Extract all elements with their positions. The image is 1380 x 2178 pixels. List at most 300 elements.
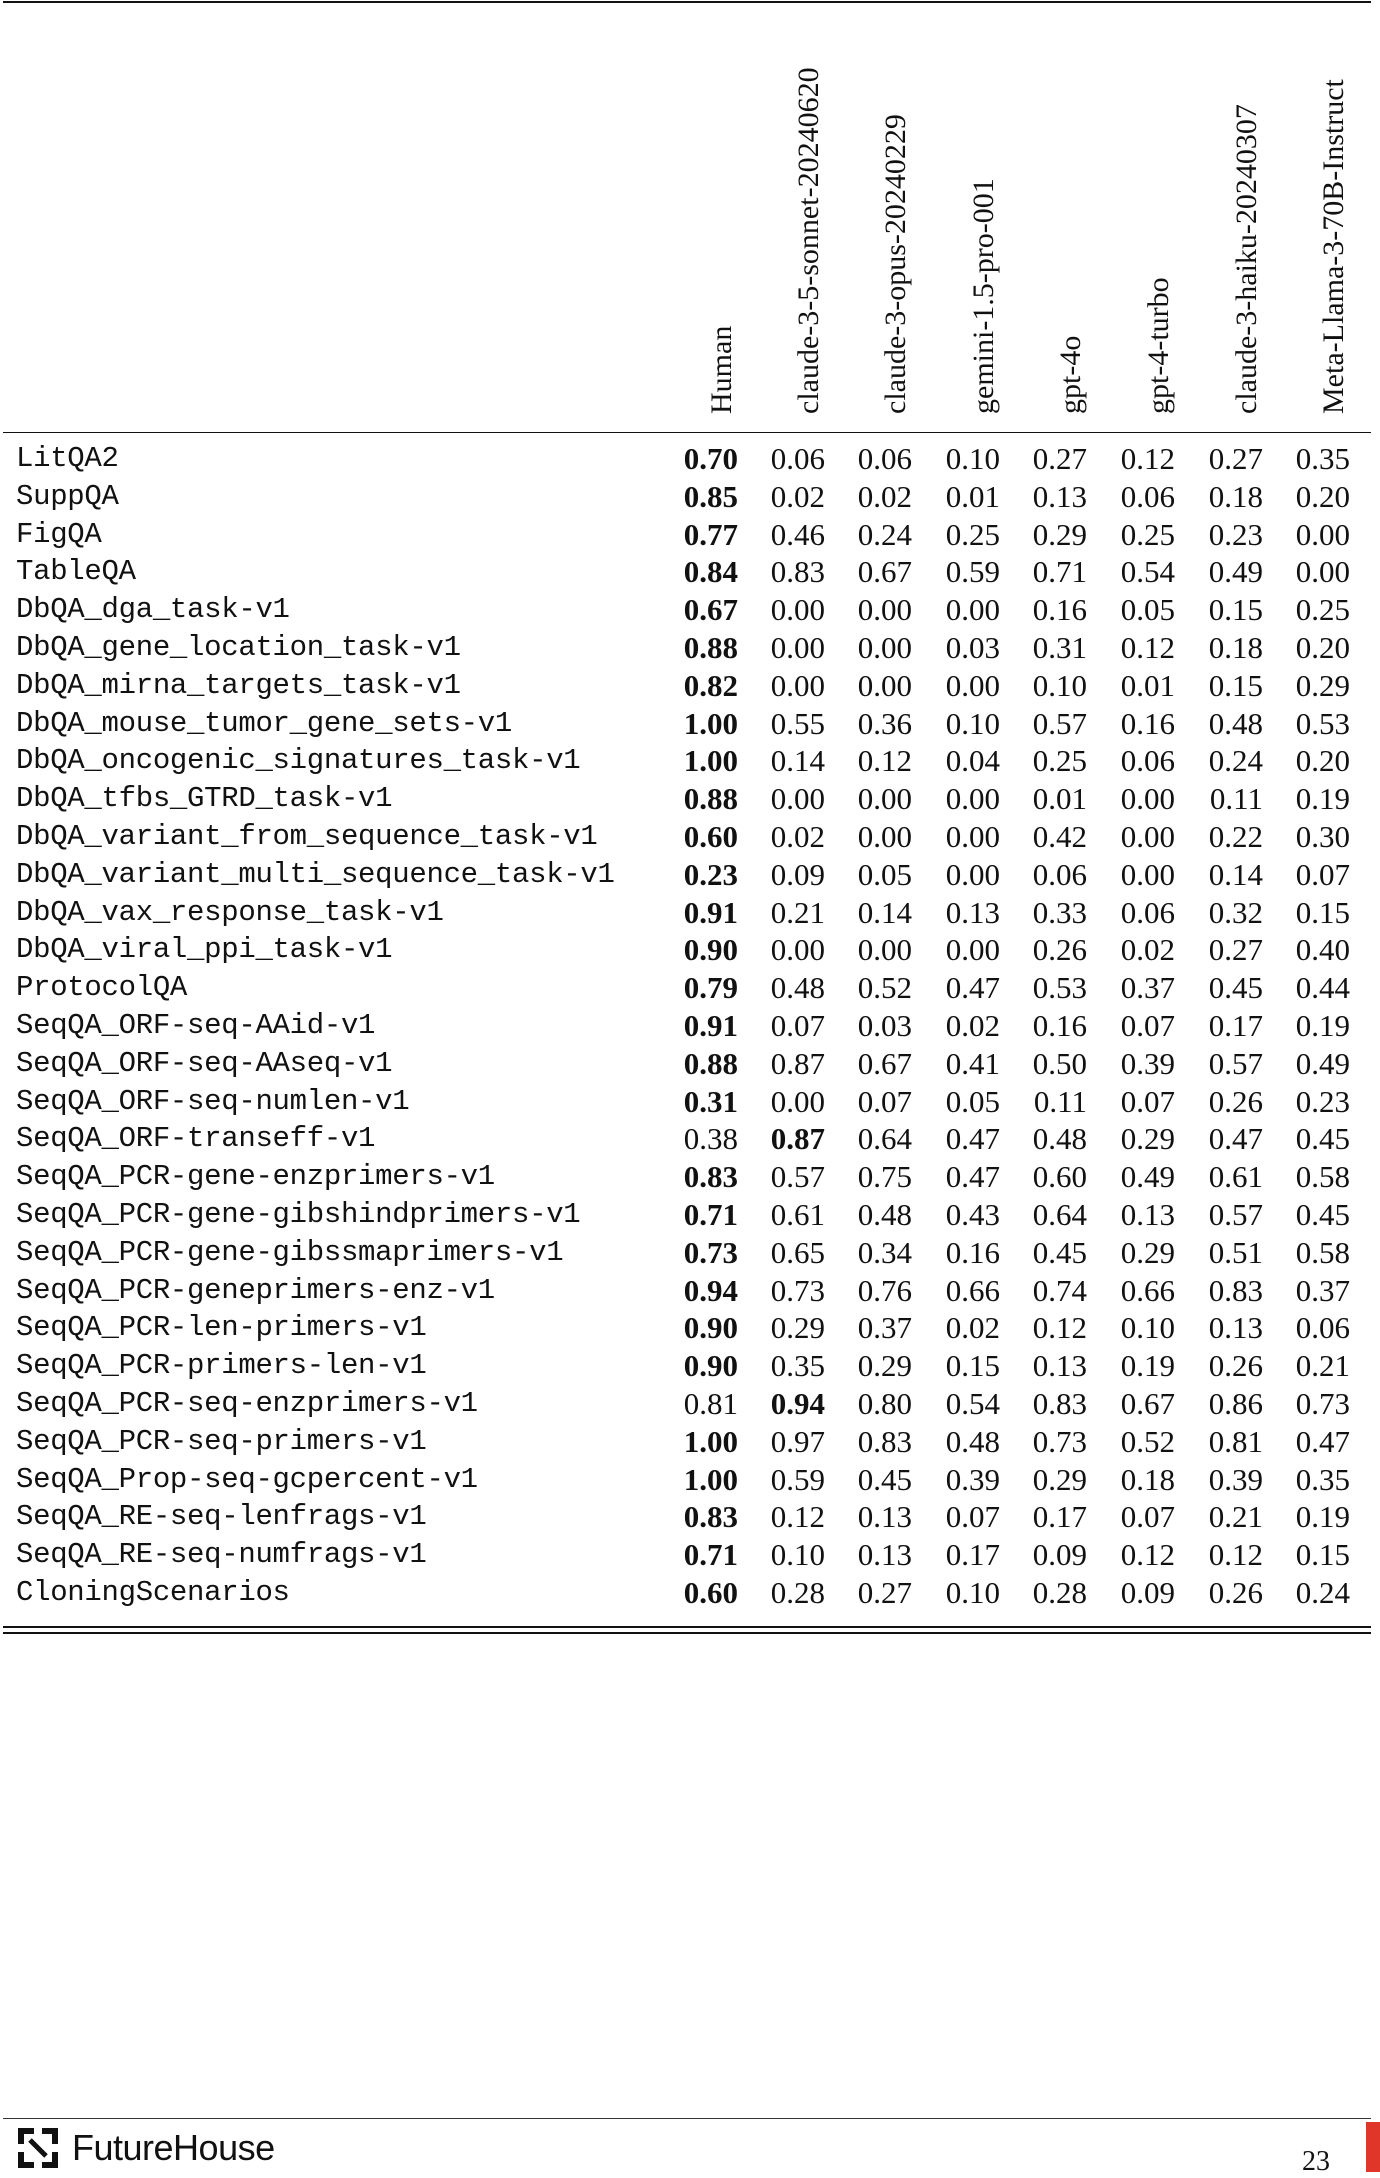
table-row (16, 780, 1376, 818)
score-cell: 0.45 (857, 1461, 912, 1497)
score-cell: 0.58 (1295, 1159, 1350, 1195)
score-cell: 0.35 (1295, 441, 1350, 476)
score-cell: 0.06 (770, 441, 825, 476)
column-header-label: Human (705, 325, 738, 414)
score-cell: 0.00 (770, 630, 825, 665)
score-cell: 0.90 (683, 1310, 738, 1346)
score-cell: 0.00 (945, 856, 1000, 892)
task-name: SeqQA_RE-seq-lenfrags-v1 (16, 1500, 427, 1534)
score-cell: 0.07 (1120, 1083, 1175, 1119)
score-cell: 0.06 (1120, 478, 1175, 514)
score-cell: 0.37 (1295, 1272, 1350, 1308)
score-cell: 0.24 (857, 516, 912, 552)
column-header-label: gpt-4-turbo (1142, 277, 1175, 414)
score-cell: 0.05 (1120, 592, 1175, 628)
score-cell: 0.26 (1208, 1083, 1263, 1119)
score-cell: 0.39 (945, 1461, 1000, 1497)
score-cell: 0.23 (1208, 516, 1263, 552)
table-row (16, 1423, 1376, 1461)
score-cell: 0.27 (1208, 932, 1263, 968)
score-cell: 0.48 (857, 1197, 912, 1232)
score-cell: 0.00 (770, 1083, 825, 1119)
score-cell: 0.10 (1120, 1310, 1175, 1346)
score-cell: 0.00 (945, 781, 1000, 817)
futurehouse-logo-icon (16, 2126, 60, 2170)
table-row (16, 1083, 1376, 1121)
score-cell: 0.31 (683, 1083, 738, 1119)
score-cell: 0.71 (1032, 554, 1087, 590)
score-cell: 0.17 (1208, 1008, 1263, 1043)
table-row (16, 1234, 1376, 1272)
column-header-label: claude-3-5-sonnet-20240620 (792, 67, 825, 414)
column-header-label: claude-3-haiku-20240307 (1230, 104, 1263, 414)
task-name: SeqQA_Prop-seq-gcpercent-v1 (16, 1462, 478, 1496)
score-cell: 0.11 (1209, 781, 1263, 817)
task-name: SeqQA_PCR-gene-gibssmaprimers-v1 (16, 1235, 564, 1269)
score-cell: 0.05 (945, 1083, 1000, 1119)
score-cell: 0.73 (1295, 1386, 1350, 1421)
score-cell: 0.59 (770, 1461, 825, 1497)
score-cell: 0.83 (1208, 1272, 1263, 1308)
score-cell: 0.73 (683, 1234, 738, 1270)
score-cell: 0.76 (857, 1272, 912, 1308)
score-cell: 0.00 (857, 630, 912, 665)
score-cell: 0.41 (945, 1045, 1000, 1081)
score-cell: 0.91 (683, 1008, 738, 1043)
score-cell: 0.47 (945, 1121, 1000, 1157)
score-cell: 0.35 (770, 1348, 825, 1384)
task-name: SeqQA_PCR-seq-enzprimers-v1 (16, 1387, 478, 1420)
table-row (16, 705, 1376, 743)
score-cell: 0.14 (857, 894, 912, 930)
score-cell: 0.00 (770, 932, 825, 968)
score-cell: 0.00 (770, 667, 825, 703)
score-cell: 0.10 (770, 1537, 825, 1573)
score-cell: 0.73 (770, 1272, 825, 1308)
score-cell: 0.13 (857, 1537, 912, 1573)
score-cell: 0.29 (1120, 1121, 1175, 1157)
score-cell: 0.83 (1032, 1386, 1087, 1421)
score-cell: 0.04 (945, 743, 1000, 779)
task-name: DbQA_variant_multi_sequence_task-v1 (16, 857, 615, 891)
table-row (16, 1196, 1376, 1234)
score-cell: 0.81 (1208, 1423, 1263, 1459)
score-cell: 0.00 (857, 667, 912, 703)
table-row (16, 1347, 1376, 1385)
score-cell: 0.66 (1120, 1272, 1175, 1308)
task-name: SuppQA (16, 479, 119, 513)
table-row (16, 591, 1376, 629)
score-cell: 0.03 (945, 630, 1000, 665)
task-name: SeqQA_PCR-len-primers-v1 (16, 1311, 427, 1345)
score-cell: 0.13 (1120, 1197, 1175, 1232)
score-cell: 0.02 (857, 478, 912, 514)
score-cell: 0.00 (770, 781, 825, 817)
score-cell: 0.32 (1208, 894, 1263, 930)
score-cell: 0.27 (857, 1575, 912, 1610)
table-row (16, 478, 1376, 516)
score-cell: 0.39 (1208, 1461, 1263, 1497)
table-row (16, 1045, 1376, 1083)
score-cell: 0.24 (1208, 743, 1263, 779)
score-cell: 0.09 (770, 856, 825, 892)
score-cell: 0.91 (683, 894, 738, 930)
score-cell: 0.25 (1032, 743, 1087, 779)
score-cell: 0.60 (683, 819, 738, 854)
score-cell: 0.48 (1208, 705, 1263, 741)
brand-name: FutureHouse (72, 2127, 275, 2168)
table-row (16, 818, 1376, 856)
score-cell: 0.45 (1295, 1121, 1350, 1157)
table-row (16, 856, 1376, 894)
task-name: ProtocolQA (16, 971, 188, 1005)
score-cell: 0.29 (1120, 1234, 1175, 1270)
score-cell: 0.07 (1120, 1008, 1175, 1043)
score-cell: 0.00 (857, 592, 912, 628)
score-cell: 0.27 (1208, 441, 1263, 476)
score-cell: 0.14 (770, 743, 825, 779)
score-cell: 0.12 (1120, 441, 1175, 476)
score-cell: 0.25 (1120, 516, 1175, 552)
score-cell: 0.06 (1295, 1310, 1350, 1346)
task-name: DbQA_mouse_tumor_gene_sets-v1 (16, 706, 512, 740)
table-bottom-rule (3, 1632, 1371, 1634)
score-cell: 0.67 (857, 554, 912, 590)
task-name: SeqQA_PCR-gene-enzprimers-v1 (16, 1160, 495, 1194)
score-cell: 0.00 (945, 932, 1000, 968)
score-cell: 0.45 (1032, 1234, 1087, 1270)
score-cell: 0.48 (945, 1423, 1000, 1459)
score-cell: 0.67 (1120, 1386, 1175, 1421)
score-cell: 0.83 (857, 1423, 912, 1459)
score-cell: 0.66 (945, 1272, 1000, 1308)
score-cell: 0.20 (1295, 478, 1350, 514)
score-cell: 0.00 (857, 932, 912, 968)
score-cell: 0.34 (857, 1234, 912, 1270)
score-cell: 0.28 (770, 1575, 825, 1610)
score-cell: 0.87 (770, 1045, 825, 1081)
score-cell: 0.12 (1120, 1537, 1175, 1573)
score-cell: 0.24 (1295, 1575, 1350, 1610)
score-cell: 0.18 (1120, 1461, 1175, 1497)
score-cell: 0.60 (1032, 1159, 1087, 1195)
score-cell: 0.15 (1295, 894, 1350, 930)
score-cell: 0.59 (945, 554, 1000, 590)
score-cell: 0.30 (1295, 819, 1350, 854)
task-name: DbQA_oncogenic_signatures_task-v1 (16, 744, 581, 778)
score-cell: 0.83 (683, 1159, 738, 1195)
task-name: TableQA (16, 555, 136, 589)
table-row (16, 1498, 1376, 1536)
score-cell: 0.00 (1120, 819, 1175, 854)
task-name: SeqQA_PCR-geneprimers-enz-v1 (16, 1273, 495, 1307)
score-cell: 0.46 (770, 516, 825, 552)
score-cell: 0.61 (1208, 1159, 1263, 1195)
score-cell: 0.19 (1120, 1348, 1175, 1384)
score-cell: 0.15 (1295, 1537, 1350, 1573)
score-cell: 0.83 (683, 1499, 738, 1535)
table-row (16, 894, 1376, 932)
score-cell: 0.12 (1032, 1310, 1087, 1346)
task-name: DbQA_variant_from_sequence_task-v1 (16, 820, 598, 853)
score-cell: 1.00 (683, 705, 738, 741)
score-cell: 0.60 (683, 1575, 738, 1610)
score-cell: 0.67 (683, 592, 738, 628)
score-cell: 0.49 (1295, 1045, 1350, 1081)
score-cell: 0.83 (770, 554, 825, 590)
score-cell: 0.07 (945, 1499, 1000, 1535)
score-cell: 0.79 (683, 970, 738, 1006)
score-cell: 0.48 (770, 970, 825, 1006)
column-header-label: gemini-1.5-pro-001 (967, 178, 1000, 414)
score-cell: 0.16 (1120, 705, 1175, 741)
score-cell: 0.21 (1295, 1348, 1350, 1384)
score-cell: 0.75 (857, 1159, 912, 1195)
score-cell: 0.85 (683, 478, 738, 514)
score-cell: 0.16 (1032, 592, 1087, 628)
column-header-label: Meta-Llama-3-70B-Instruct (1317, 79, 1350, 414)
column-header-label: claude-3-opus-20240229 (879, 114, 912, 414)
score-cell: 0.25 (945, 516, 1000, 552)
score-cell: 0.65 (770, 1234, 825, 1270)
score-cell: 0.52 (857, 970, 912, 1006)
score-cell: 0.57 (1208, 1045, 1263, 1081)
score-cell: 0.01 (945, 478, 1000, 514)
score-cell: 0.33 (1032, 894, 1087, 930)
task-name: DbQA_tfbs_GTRD_task-v1 (16, 782, 393, 816)
task-name: DbQA_mirna_targets_task-v1 (16, 668, 461, 702)
score-cell: 0.39 (1120, 1045, 1175, 1081)
score-cell: 0.22 (1208, 819, 1263, 854)
score-cell: 0.26 (1208, 1348, 1263, 1384)
score-cell: 0.12 (770, 1499, 825, 1535)
score-cell: 0.90 (683, 1348, 738, 1384)
task-name: CloningScenarios (16, 1576, 290, 1609)
score-cell: 0.45 (1208, 970, 1263, 1006)
score-cell: 0.00 (1120, 856, 1175, 892)
table-row (16, 1120, 1376, 1158)
score-cell: 0.07 (1120, 1499, 1175, 1535)
score-cell: 0.29 (1295, 667, 1350, 703)
score-cell: 0.77 (683, 516, 738, 552)
score-cell: 0.26 (1032, 932, 1087, 968)
score-cell: 0.21 (770, 894, 825, 930)
score-cell: 0.10 (1032, 667, 1087, 703)
score-cell: 0.48 (1032, 1121, 1087, 1157)
score-cell: 0.19 (1295, 1008, 1350, 1043)
score-cell: 0.58 (1295, 1234, 1350, 1270)
task-name: DbQA_dga_task-v1 (16, 593, 290, 627)
score-cell: 0.57 (1208, 1197, 1263, 1232)
score-cell: 0.57 (770, 1159, 825, 1195)
score-cell: 0.37 (1120, 970, 1175, 1006)
score-cell: 0.97 (770, 1423, 825, 1459)
score-cell: 0.01 (1120, 667, 1175, 703)
score-cell: 0.02 (770, 819, 825, 854)
score-cell: 0.70 (683, 441, 738, 476)
task-name: SeqQA_ORF-seq-AAid-v1 (16, 1009, 376, 1042)
score-cell: 0.21 (1208, 1499, 1263, 1535)
score-cell: 0.18 (1208, 630, 1263, 665)
score-cell: 1.00 (683, 743, 738, 779)
score-cell: 0.49 (1120, 1159, 1175, 1195)
table-row (16, 969, 1376, 1007)
score-cell: 0.57 (1032, 705, 1087, 741)
score-cell: 0.45 (1295, 1197, 1350, 1232)
score-cell: 0.13 (1208, 1310, 1263, 1346)
score-cell: 0.80 (857, 1386, 912, 1421)
page-number: 23 (1302, 2146, 1330, 2177)
task-name: SeqQA_PCR-primers-len-v1 (16, 1349, 427, 1383)
score-cell: 0.00 (857, 819, 912, 854)
score-cell: 0.29 (857, 1348, 912, 1384)
score-cell: 0.10 (945, 1575, 1000, 1610)
score-cell: 0.10 (945, 441, 1000, 476)
accent-bar (1366, 2122, 1380, 2172)
score-cell: 0.74 (1032, 1272, 1087, 1308)
task-name: SeqQA_ORF-transeff-v1 (16, 1122, 376, 1156)
score-cell: 0.09 (1032, 1537, 1087, 1573)
score-cell: 0.54 (1120, 554, 1175, 590)
score-cell: 0.53 (1032, 970, 1087, 1006)
score-cell: 0.38 (683, 1121, 738, 1157)
table-row (16, 1309, 1376, 1347)
score-cell: 0.00 (945, 667, 1000, 703)
task-name: DbQA_vax_response_task-v1 (16, 895, 444, 929)
score-cell: 0.02 (945, 1008, 1000, 1043)
score-cell: 0.01 (1032, 781, 1087, 817)
score-cell: 0.28 (1032, 1575, 1087, 1610)
score-cell: 0.20 (1295, 630, 1350, 665)
score-cell: 0.90 (683, 932, 738, 968)
score-cell: 0.26 (1208, 1575, 1263, 1610)
score-cell: 0.02 (770, 478, 825, 514)
score-cell: 0.27 (1032, 441, 1087, 476)
score-cell: 0.00 (857, 781, 912, 817)
score-cell: 0.09 (1120, 1575, 1175, 1610)
table-row (16, 742, 1376, 780)
table-row (16, 629, 1376, 667)
score-cell: 0.31 (1032, 630, 1087, 665)
score-cell: 0.02 (1120, 932, 1175, 968)
score-cell: 0.42 (1032, 819, 1087, 854)
score-cell: 0.11 (1033, 1083, 1087, 1119)
score-cell: 0.02 (945, 1310, 1000, 1346)
table-row (16, 1385, 1376, 1423)
score-cell: 0.15 (1208, 592, 1263, 628)
score-cell: 0.06 (857, 441, 912, 476)
score-cell: 0.14 (1208, 856, 1263, 892)
score-cell: 0.71 (683, 1537, 738, 1573)
score-cell: 0.71 (683, 1197, 738, 1232)
score-cell: 0.13 (857, 1499, 912, 1535)
table-row (16, 667, 1376, 705)
table-row (16, 553, 1376, 591)
score-cell: 0.17 (945, 1537, 1000, 1573)
score-cell: 0.16 (945, 1234, 1000, 1270)
table-top-rule (3, 1, 1371, 3)
score-cell: 0.55 (770, 705, 825, 741)
score-cell: 0.61 (770, 1197, 825, 1232)
score-cell: 0.07 (770, 1008, 825, 1043)
score-cell: 0.29 (1032, 1461, 1087, 1497)
score-cell: 0.52 (1120, 1423, 1175, 1459)
score-cell: 0.05 (857, 856, 912, 892)
score-cell: 0.94 (683, 1272, 738, 1308)
table-row (16, 1574, 1376, 1612)
score-cell: 0.17 (1032, 1499, 1087, 1535)
score-cell: 0.37 (857, 1310, 912, 1346)
score-cell: 0.44 (1295, 970, 1350, 1006)
score-cell: 0.36 (857, 705, 912, 741)
score-cell: 0.25 (1295, 592, 1350, 628)
score-cell: 0.35 (1295, 1461, 1350, 1497)
score-cell: 0.06 (1120, 743, 1175, 779)
task-name: SeqQA_PCR-seq-primers-v1 (16, 1424, 427, 1458)
score-cell: 0.29 (1032, 516, 1087, 552)
score-cell: 0.06 (1032, 856, 1087, 892)
score-cell: 0.13 (945, 894, 1000, 930)
score-cell: 0.51 (1208, 1234, 1263, 1270)
score-cell: 0.47 (945, 1159, 1000, 1195)
task-name: FigQA (16, 517, 102, 551)
score-cell: 0.07 (857, 1083, 912, 1119)
score-cell: 0.40 (1295, 932, 1350, 968)
score-cell: 0.54 (945, 1386, 1000, 1421)
table-row (16, 1536, 1376, 1574)
score-cell: 0.49 (1208, 554, 1263, 590)
score-cell: 0.87 (770, 1121, 825, 1157)
score-cell: 0.43 (945, 1197, 1000, 1232)
table-row (16, 1272, 1376, 1310)
score-cell: 0.64 (1032, 1197, 1087, 1232)
task-name: LitQA2 (16, 442, 119, 475)
score-cell: 0.73 (1032, 1423, 1087, 1459)
score-cell: 0.88 (683, 1045, 738, 1081)
table-row (16, 1158, 1376, 1196)
score-cell: 1.00 (683, 1423, 738, 1459)
score-cell: 0.13 (1032, 1348, 1087, 1384)
score-cell: 0.23 (1295, 1083, 1350, 1119)
task-name: DbQA_gene_location_task-v1 (16, 631, 461, 664)
score-cell: 0.00 (1120, 781, 1175, 817)
score-cell: 0.67 (857, 1045, 912, 1081)
score-cell: 0.88 (683, 630, 738, 665)
score-cell: 0.84 (683, 554, 738, 590)
score-cell: 0.00 (1295, 554, 1350, 590)
score-cell: 0.29 (770, 1310, 825, 1346)
score-cell: 0.47 (945, 970, 1000, 1006)
task-name: DbQA_viral_ppi_task-v1 (16, 933, 393, 967)
footer-logo (16, 2126, 275, 2170)
score-cell: 0.12 (857, 743, 912, 779)
score-cell: 0.20 (1295, 743, 1350, 779)
table-row (16, 931, 1376, 969)
score-cell: 0.16 (1032, 1008, 1087, 1043)
score-cell: 0.64 (857, 1121, 912, 1157)
score-cell: 0.18 (1208, 478, 1263, 514)
table-row (16, 1007, 1376, 1045)
score-cell: 0.15 (945, 1348, 1000, 1384)
footer-rule (3, 2118, 1371, 2119)
table-header-rule (3, 432, 1371, 433)
score-cell: 0.00 (770, 592, 825, 628)
score-cell: 0.23 (683, 856, 738, 892)
score-cell: 0.47 (1208, 1121, 1263, 1157)
score-cell: 0.07 (1295, 856, 1350, 892)
score-cell: 0.00 (945, 592, 1000, 628)
table-row (16, 516, 1376, 554)
